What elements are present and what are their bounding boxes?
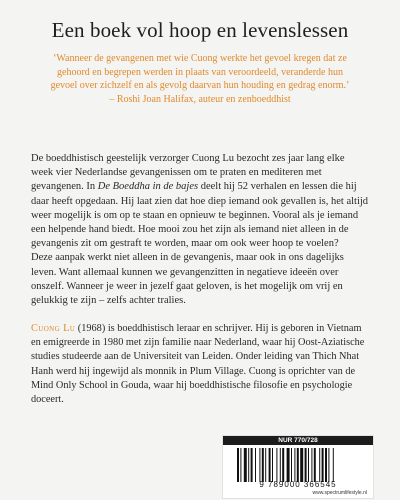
quote-text: ‘Wanneer de gevangenen met wie Cuong werkte het gevoel kregen dat ze gehoord en begrepen werden in plaats van veroordeeld, veranderde hun gevoel over zichzelf en als gevolg daarvan hun houding en gedrag enorm.’	[50, 53, 350, 91]
blurb-paragraph-2: Deze aanpak werkt niet alleen in de gevangenis, maar ook in ons dagelijks leven. Want allemaal kunnen we gevangenzitten in negatieve ideeën over onszelf. Wanneer je weer in jezelf gaat geloven, is het mogelijk om vrij en gelukkig te zijn – zelfs achter tralies.	[31, 252, 344, 307]
quote-attribution: – Roshi Joan Halifax, auteur en zenboeddhist	[109, 93, 291, 105]
book-title-italic: De Boeddha in de bajes	[97, 181, 199, 193]
endorsement-quote	[48, 52, 352, 106]
headline: Een boek vol hoop en levenslessen	[51, 18, 349, 42]
barcode-icon	[237, 448, 361, 482]
isbn-number: 9 789000 366545	[259, 480, 337, 489]
blurb-p1-before: De boeddhistisch geestelijk verzorger Cuong Lu bezocht zes jaar lang elke week vier Nederlandse gevangenissen om te praten en mediteren met gevangenen. In	[31, 153, 345, 193]
barcode-panel	[222, 435, 374, 499]
blurb-paragraph-1	[31, 152, 369, 251]
author-bio-text: (1968) is boeddhistisch leraar en schrijver. Hij is geboren in Vietnam en emigreerde in 1980 met zijn familie naar Nederland, waar hij Oost-Aziatische studies studeerde aan de Universiteit van Leiden. Onder leiding van Thich Nhat Hanh werd hij ingewijd als monnik in Plum Village. Cuong is oprichter van de Mind Only School in Gouda, waar hij boeddhistische filosofie en psychologie doceert.	[31, 323, 365, 406]
publisher-website: www.spectrumlifestyle.nl	[312, 490, 367, 496]
author-name: Cuong Lu	[31, 323, 76, 334]
nur-code: NUR 770/728	[223, 436, 373, 445]
author-bio	[31, 322, 369, 407]
blurb	[31, 152, 369, 308]
blurb-p1-after: deelt hij 52 verhalen en lessen die hij daar heeft opgedaan. Hij laat zien dat hoe diep iemand ook gevallen is, het altijd weer mogelijk is om op te staan en opnieuw te beginnen. Vooral als je iemand een helpende hand biedt. Hoe mooi zou het zijn als iemand niet alleen in de gevangenis zit om gestraft te worden, maar om ook weer hoop te voelen?	[31, 181, 369, 250]
